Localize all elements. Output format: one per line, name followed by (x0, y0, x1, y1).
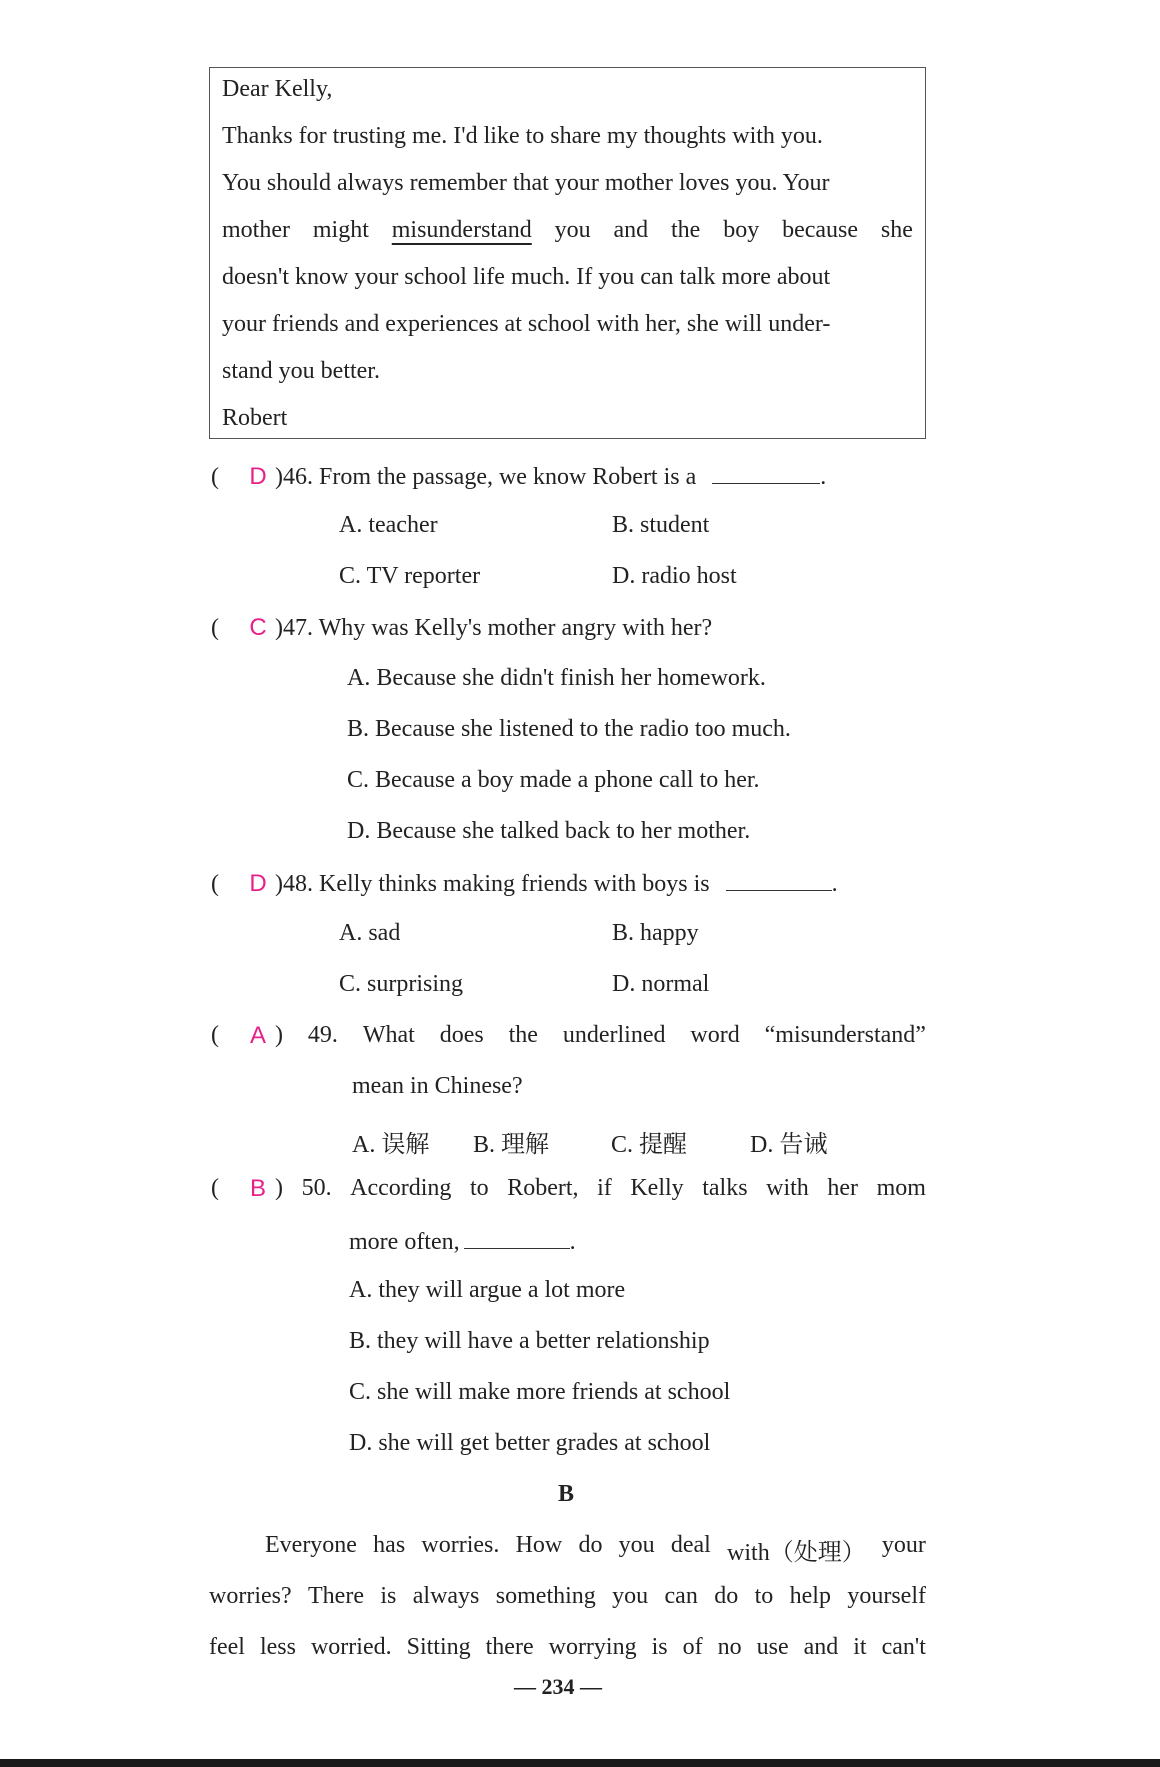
word: Kelly (630, 1175, 684, 1201)
question-47: ( C )47. Why was Kelly's mother angry with her? (211, 614, 713, 641)
question-stem: 46. From the passage, we know Robert is a (283, 464, 697, 490)
question-stem-line2: mean in Chinese? (352, 1073, 523, 1099)
word: Robert, (507, 1175, 579, 1201)
option: B. Because she listened to the radio too much. (347, 716, 791, 742)
word: feel (209, 1634, 245, 1660)
word: the (508, 1022, 538, 1048)
word: do (578, 1532, 603, 1558)
word: help (789, 1583, 831, 1609)
word: worrying (548, 1634, 637, 1660)
word: the (671, 217, 701, 243)
word: According (350, 1175, 452, 1201)
passage-line (209, 1634, 926, 1661)
option: B. happy (612, 920, 699, 946)
answer-mark: C (249, 614, 267, 641)
underlined-word: misunderstand (391, 217, 532, 243)
option: A. they will argue a lot more (349, 1277, 626, 1303)
word: no (717, 1634, 742, 1660)
option: D. she will get better grades at school (349, 1430, 711, 1456)
question-48: ( D )48. Kelly thinks making friends with boys is . (211, 870, 838, 897)
word: “misunderstand” (764, 1022, 926, 1048)
page-number: — 234 — (514, 1674, 602, 1699)
word: something (495, 1583, 596, 1609)
word: yourself (847, 1583, 926, 1609)
word: 49. (307, 1022, 338, 1048)
option: D. Because she talked back to her mother. (347, 818, 751, 844)
option: C. Because a boy made a phone call to her. (347, 767, 760, 793)
section-heading: B (558, 1481, 575, 1507)
word: Everyone (265, 1532, 357, 1558)
option: A. teacher (339, 512, 438, 538)
question-stem: 48. Kelly thinks making friends with boys is (283, 871, 710, 897)
question-stem-line2: more often, . (349, 1226, 576, 1256)
passage-line (265, 1532, 926, 1567)
word: if (597, 1175, 612, 1201)
option: C. 提醒 (611, 1132, 688, 1158)
letter-signature: Robert (222, 405, 288, 431)
letter-line: You should always remember that your mother loves you. Your (222, 170, 830, 196)
word: do (714, 1583, 739, 1609)
word: underlined (562, 1022, 666, 1048)
word: you (618, 1532, 655, 1558)
word: use (756, 1634, 789, 1660)
letter-box (209, 67, 926, 439)
letter-line: Thanks for trusting me. I'd like to share my thoughts with you. (222, 123, 823, 149)
word: is (651, 1634, 668, 1660)
word: mom (876, 1175, 926, 1201)
letter-line: your friends and experiences at school with her, she will under- (222, 311, 831, 337)
answer-mark: D (249, 870, 267, 897)
word: less (259, 1634, 296, 1660)
word: word (690, 1022, 740, 1048)
option: B. student (612, 512, 710, 538)
answer-mark: D (249, 463, 267, 490)
passage-line (209, 1583, 926, 1610)
stem-text: more often, (349, 1229, 460, 1255)
word: to (469, 1175, 489, 1201)
word: you (612, 1583, 649, 1609)
word: always (412, 1583, 480, 1609)
option: C. TV reporter (339, 563, 481, 589)
letter-line: doesn't know your school life much. If you can talk more about (222, 264, 831, 290)
word: does (439, 1022, 484, 1048)
option: A. Because she didn't finish her homework. (347, 665, 766, 691)
option: D. normal (612, 971, 710, 997)
word: and (803, 1634, 839, 1660)
word: can't (881, 1634, 926, 1660)
word: worried. (310, 1634, 392, 1660)
option: D. radio host (612, 563, 737, 589)
word: with (766, 1175, 809, 1201)
answer-blank (712, 461, 820, 484)
word: can (664, 1583, 698, 1609)
letter-line: stand you better. (222, 358, 380, 384)
answer-mark: B (249, 1175, 266, 1202)
word: her (827, 1175, 859, 1201)
word: your (881, 1532, 926, 1558)
word: mother (222, 217, 290, 243)
word: might (312, 217, 369, 243)
question-46: ( D )46. From the passage, we know Robert is a . (211, 463, 827, 490)
option: B. 理解 (473, 1132, 550, 1158)
word: How (515, 1532, 563, 1558)
word: to (754, 1583, 774, 1609)
word: because (782, 217, 859, 243)
word: deal (670, 1532, 711, 1558)
option: B. they will have a better relationship (349, 1328, 710, 1354)
word: There (308, 1583, 364, 1609)
word: of (682, 1634, 703, 1660)
word: with（处理） (727, 1540, 866, 1566)
option: A. sad (339, 920, 401, 946)
word: worries? (209, 1583, 292, 1609)
word: Sitting (406, 1634, 471, 1660)
option: C. surprising (339, 971, 464, 997)
word: has (373, 1532, 406, 1558)
question-50: ( B ) 50. According to Robert, if Kelly talks with her mom (211, 1175, 926, 1202)
option: A. 误解 (352, 1132, 430, 1158)
bottom-bar (0, 1759, 1160, 1767)
word: it (853, 1634, 867, 1660)
letter-greeting: Dear Kelly, (222, 76, 333, 102)
word: there (485, 1634, 534, 1660)
word: she (880, 217, 913, 243)
answer-mark: A (249, 1022, 266, 1049)
word: and (613, 217, 649, 243)
word: worries. (421, 1532, 500, 1558)
option: D. 告诫 (750, 1132, 828, 1158)
word: boy (723, 217, 760, 243)
word: What (362, 1022, 415, 1048)
word: 50. (301, 1175, 332, 1201)
answer-blank (726, 868, 832, 891)
letter-line-justified (222, 217, 913, 244)
word: you (554, 217, 591, 243)
question-49: ( A ) 49. What does the underlined word “misunderstand” (211, 1022, 926, 1049)
question-stem: 47. Why was Kelly's mother angry with her? (283, 615, 713, 641)
word: talks (702, 1175, 748, 1201)
option: C. she will make more friends at school (349, 1379, 731, 1405)
word: is (380, 1583, 397, 1609)
answer-blank (464, 1226, 570, 1249)
